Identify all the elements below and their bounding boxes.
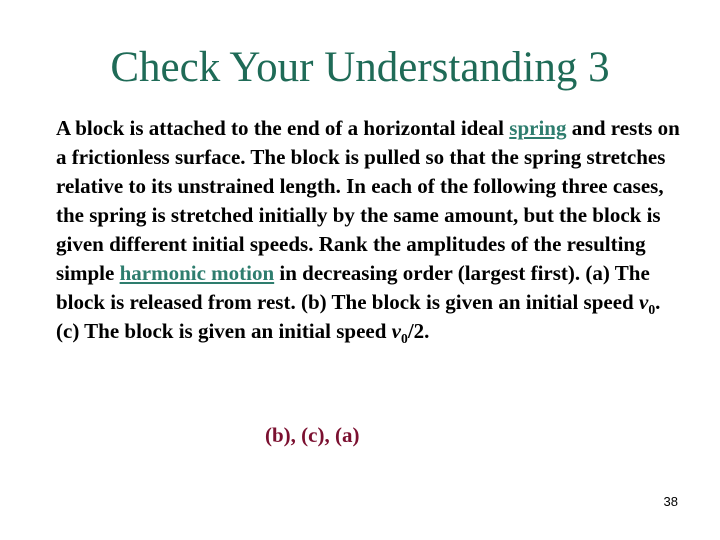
question-text-part-5: /2. [407,319,430,343]
answer-text: (b), (c), (a) [265,423,360,447]
half-speed-variable: v [391,319,401,343]
initial-speed-subscript: 0 [648,302,656,318]
question-text-part-2: and rests on a frictionless surface. The block is pulled so that the spring stretches relative to its unstrained length. In each of the following three cases, the spring is stretched initially by the same amount, but the block is given different initial speeds. Rank the amplitudes of the resulting simple [56,116,680,285]
half-speed-subscript: 0 [400,331,408,347]
question-paragraph [56,114,686,346]
spring-link[interactable]: spring [509,116,567,140]
question-text-part-3: in decreasing order (largest first). (a) The block is released from rest. (b) The block is given an initial speed [56,261,650,314]
initial-speed-variable: v [638,290,649,314]
question-text-part-4: . (c) The block is given an initial speed [56,290,661,343]
slide-title: Check Your Understanding 3 [110,44,610,91]
page-number: 38 [663,494,678,509]
question-text-part-1: A block is attached to the end of a horizontal ideal [56,116,510,140]
harmonic-motion-link[interactable]: harmonic motion [119,261,275,285]
